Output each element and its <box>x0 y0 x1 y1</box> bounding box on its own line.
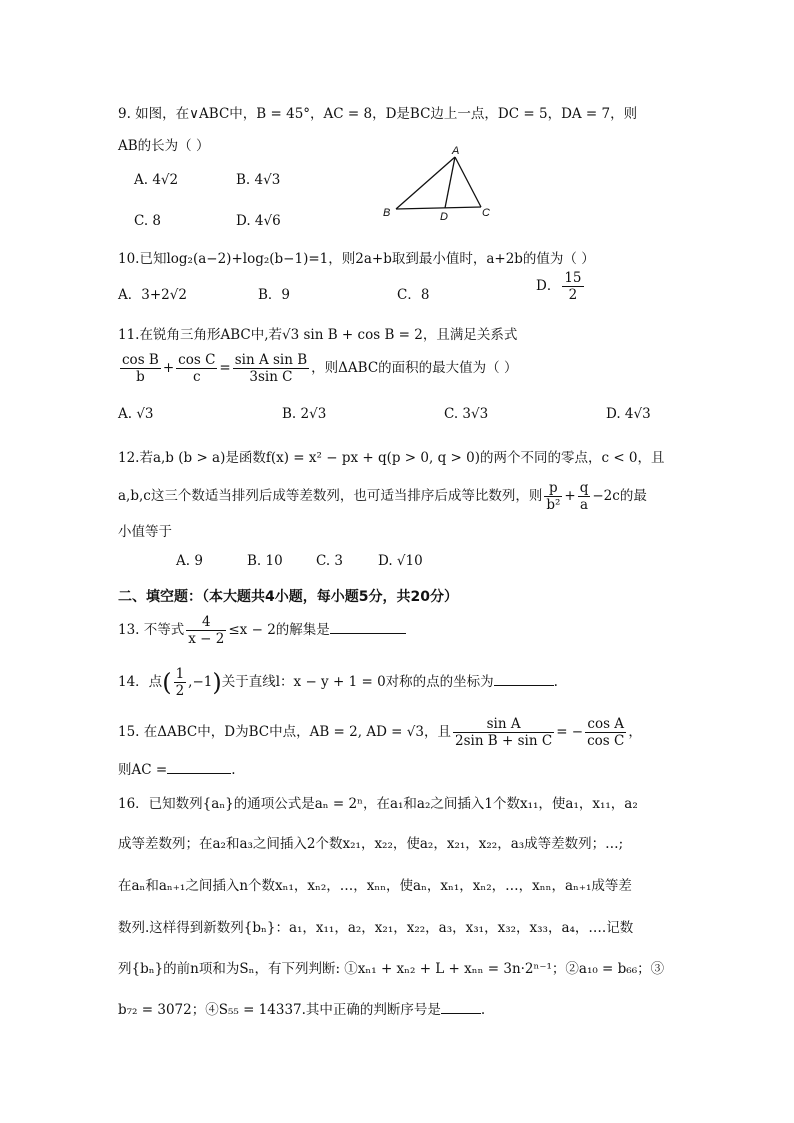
q14-prefix: 14．点 <box>118 674 163 690</box>
q14-suffix: 关于直线l：x − y + 1 = 0对称的点的坐标为 <box>221 674 494 690</box>
q11-option-c: C. 3√3 <box>444 406 489 422</box>
q15-f1-num: sin A <box>453 716 554 733</box>
q14-end: . <box>553 674 558 690</box>
q12-stem-line3: 小值等于 <box>118 524 172 540</box>
q12-fraction-2 <box>578 480 591 513</box>
q12-stem-line1: 12.若a,b (b > a)是函数f(x) = x² − px + q(p > 0, q > 0)的两个不同的零点，c < 0，且 <box>118 450 665 466</box>
section-title-fill-in: 二、填空题：（本大题共4小题，每小题5分，共20分） <box>118 589 458 605</box>
q11-f3-den: 3sin C <box>249 369 293 385</box>
q10-d-num: 15 <box>564 270 582 286</box>
q16-line5: 列{bₙ}的前n项和为Sₙ，有下列判断: ①xₙ₁ + xₙ₂ + L + xₙₙ = 3n·2ⁿ⁻¹；②a₁₀ = b₆₆；③ <box>118 961 665 977</box>
q15-fraction-1 <box>453 716 554 749</box>
q16-line2: 成等差数列；在a₂和a₃之间插入2个数x₂₁，x₂₂，使a₂，x₂₁，x₂₂，a₃成等差数列；…; <box>118 836 624 852</box>
q13-f-num: 4 <box>186 614 226 631</box>
q9-option-a: A. 4√2 <box>134 172 179 188</box>
q14-f-den: 2 <box>175 683 185 699</box>
point-label-d: D <box>440 211 448 223</box>
q13-answer-blank[interactable] <box>330 621 406 634</box>
q11-tail: ，则ΔABC的面积的最大值为（ ） <box>311 360 518 376</box>
q12-option-a: A. 9 <box>176 553 203 569</box>
q9-stem-line2: AB的长为（ ） <box>118 138 210 154</box>
q10-option-a: A．3+2√2 <box>118 287 187 303</box>
q9-option-c: C. 8 <box>134 213 162 229</box>
q10-d-den: 2 <box>568 287 578 303</box>
q15-f2-num: cos A <box>585 716 626 733</box>
q12-f1-num: p <box>544 480 562 497</box>
q14-line <box>118 666 558 699</box>
q14-answer-blank[interactable] <box>494 673 554 686</box>
q10-option-d-label: D． <box>536 278 561 294</box>
q9-option-d: D. 4√6 <box>236 213 281 229</box>
q12-line2-text: a,b,c这三个数适当排列后成等差数列，也可适当排序后成等比数列，则 <box>118 488 543 504</box>
q14-paren-close: ) <box>212 668 222 697</box>
q16-line4: 数列.这样得到新数列{bₙ}：a₁，x₁₁，a₂，x₂₁，x₂₂，a₃，x₃₁，x₃₂，x₃₃，a₄，….记数 <box>118 920 634 936</box>
q12-option-c: C. 3 <box>316 553 344 569</box>
q14-mid: ,−1 <box>188 674 213 690</box>
q9-option-b: B. 4√3 <box>236 172 281 188</box>
q11-fraction-1 <box>120 352 161 385</box>
q12-option-b: B. 10 <box>247 553 283 569</box>
q15-fraction-2 <box>585 716 626 749</box>
q14-fraction <box>174 666 187 699</box>
q12-stem-line2 <box>118 480 647 513</box>
q16-line6 <box>118 998 485 1018</box>
q12-f1-den: b² <box>546 497 561 513</box>
q11-f1-den: b <box>136 369 145 385</box>
q11-f3-num: sin A sin B <box>234 352 308 368</box>
q15-end: . <box>231 762 236 778</box>
q16-end: . <box>480 1002 486 1018</box>
q13-suffix: ≤x − 2的解集是 <box>228 622 330 638</box>
q11-fraction-2 <box>176 352 217 385</box>
vertex-label-a: A <box>452 145 460 157</box>
q14-f-num: 1 <box>175 666 185 682</box>
q10-option-b: B．9 <box>258 287 291 303</box>
q13-f-den: x − 2 <box>188 631 225 647</box>
q15-answer-blank[interactable] <box>167 761 231 774</box>
q15-prefix: 15. 在ΔABC中，D为BC中点，AB = 2, AD = √3，且 <box>118 724 451 740</box>
vertex-label-c: C <box>482 207 490 219</box>
q12-plus: + <box>564 488 576 504</box>
q16-line6-text: b₇₂ = 3072；④S₅₅ = 14337.其中正确的判断序号是 <box>118 1002 441 1018</box>
q11-f2-num: cos C <box>178 352 216 368</box>
q16-answer-blank[interactable] <box>441 1001 481 1014</box>
vertex-label-b: B <box>383 207 391 219</box>
q11-option-b: B. 2√3 <box>282 406 327 422</box>
q12-f2-den: a <box>580 497 589 513</box>
q12-option-d: D. √10 <box>378 553 423 569</box>
q13-line <box>118 614 406 647</box>
q9-stem-line1: 9. 如图，在∨ABC中，B = 45°，AC = 8，D是BC边上一点，DC = 5，DA = 7，则 <box>118 106 638 122</box>
q11-equals: = <box>219 360 231 376</box>
q16-line3: 在aₙ和aₙ₊₁之间插入n个数xₙ₁，xₙ₂，…，xₙₙ，使aₙ，xₙ₁，xₙ₂，…，xₙₙ，aₙ₊₁成等差 <box>118 878 632 894</box>
q12-f2-num: q <box>579 480 589 496</box>
q11-f2-den: c <box>193 369 201 385</box>
q11-option-d: D. 4√3 <box>606 406 651 422</box>
q13-prefix: 13. 不等式 <box>118 622 185 638</box>
q10-option-d-fraction <box>562 270 583 303</box>
q15-equals: = − <box>556 724 584 740</box>
q15-f2-den: cos C <box>587 733 625 749</box>
q11-equation <box>118 352 517 385</box>
q11-stem-line1: 11.在锐角三角形ABC中,若√3 sin B + cos B = 2，且满足关系式 <box>118 327 518 343</box>
q16-line1: 16．已知数列{aₙ}的通项公式是aₙ = 2ⁿ，在a₁和a₂之间插入1个数x₁₁，使a₁，x₁₁，a₂ <box>118 796 638 812</box>
q15-line1 <box>118 716 642 749</box>
q10-option-d <box>536 270 586 303</box>
q14-paren-open: ( <box>162 668 172 697</box>
q13-fraction <box>186 614 226 647</box>
q11-f1-num: cos B <box>122 352 159 368</box>
q10-option-c: C．8 <box>397 287 430 303</box>
q15-comma: ， <box>628 724 642 740</box>
q10-stem: 10.已知log₂(a−2)+log₂(b−1)=1，则2a+b取到最小值时，a+2b的值为（ ） <box>118 251 595 267</box>
q15-line2-text: 则AC = <box>118 762 168 778</box>
triangle-figure <box>378 142 508 224</box>
q11-plus: + <box>162 360 175 376</box>
q12-line2-tail: −2c的最 <box>592 488 647 504</box>
q15-f1-den: 2sin B + sin C <box>454 733 553 749</box>
q11-option-a: A. √3 <box>118 406 154 422</box>
q11-fraction-3 <box>233 352 309 385</box>
q12-fraction-1 <box>544 480 562 513</box>
q15-line2 <box>118 758 235 778</box>
